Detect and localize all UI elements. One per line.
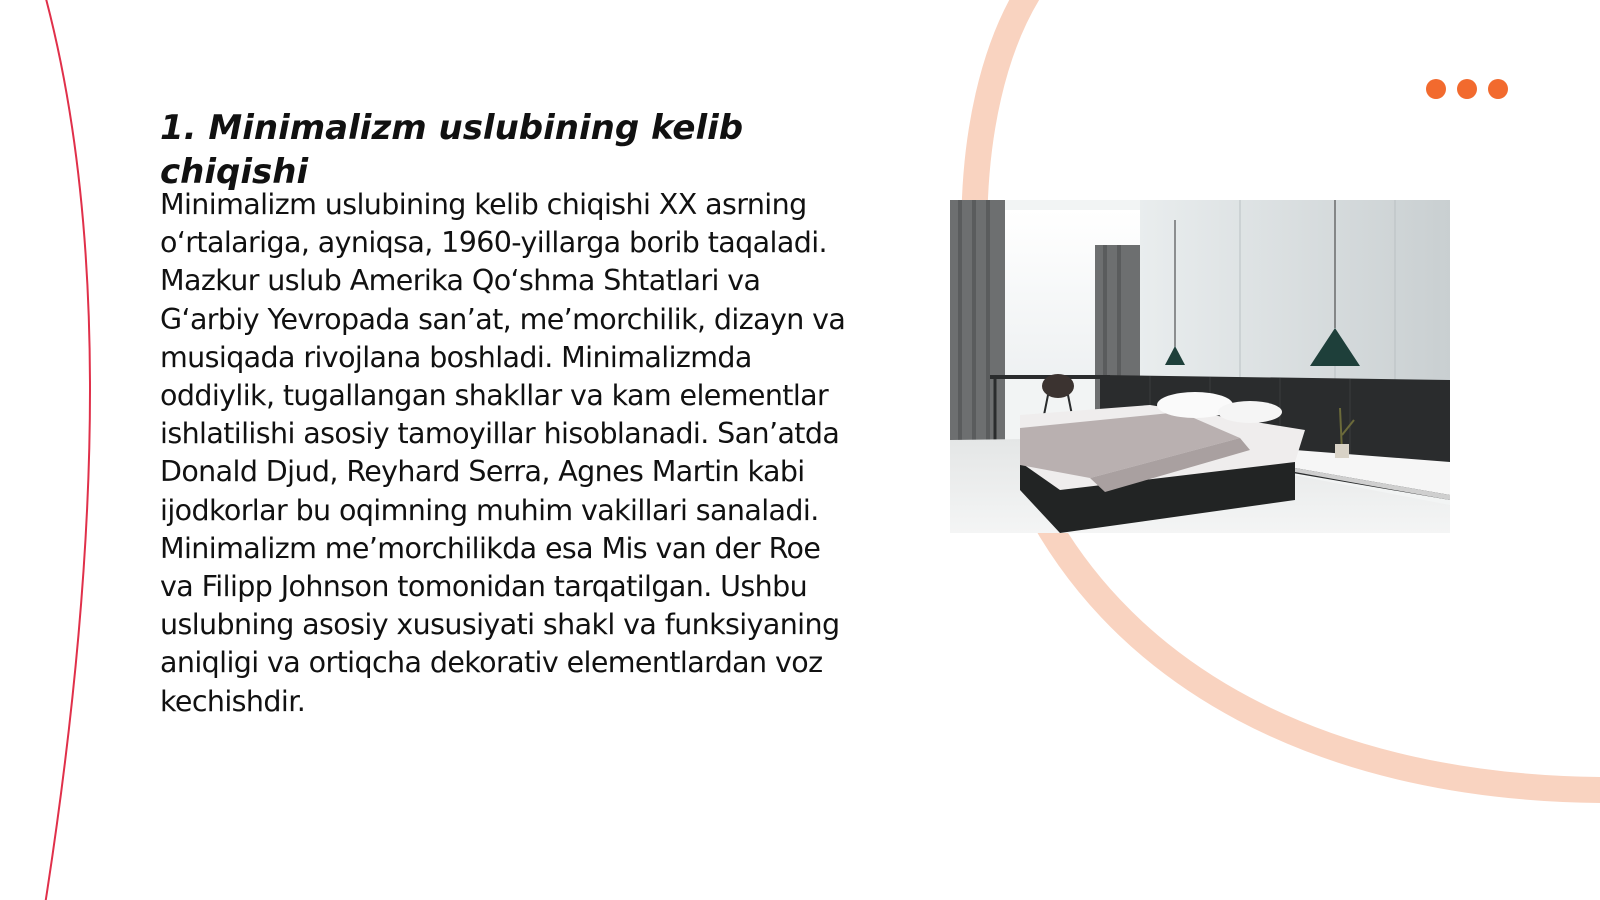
dot <box>1488 79 1508 99</box>
slide-title: 1. Minimalizm uslubining kelib chiqishi <box>160 108 744 192</box>
bedroom-photo <box>950 200 1450 533</box>
dot <box>1457 79 1477 99</box>
dot <box>1426 79 1446 99</box>
more-dots-icon <box>1426 79 1508 99</box>
slide-body-text: Minimalizm uslubining kelib chiqishi XX asrning o‘rtalariga, ayniqsa, 1960-yillarga borib taqaladi. Mazkur uslub Amerika Qo‘shma Shtatlari va G‘arbiy Yevropada san’at, me’morchilik, dizayn va musiqada rivojlana boshladi. Minimalizmda oddiylik, tugallangan shakllar va kam elementlar ishlatilishi asosiy tamoyillar hisoblanadi. San’atda Donald Djud, Reyhard Serra, Agnes Martin kabi ijodkorlar bu oqimning muhim vakillari sanaladi. Minimalizm me’morchilikda esa Mis van der Roe va Filipp Johnson tomonidan tarqatilgan. Ushbu uslubning asosiy xususiyati shakl va funksiyaning aniqligi va ortiqcha dekorativ elementlardan voz kechishdir. <box>160 188 846 718</box>
decorative-line <box>45 0 90 900</box>
